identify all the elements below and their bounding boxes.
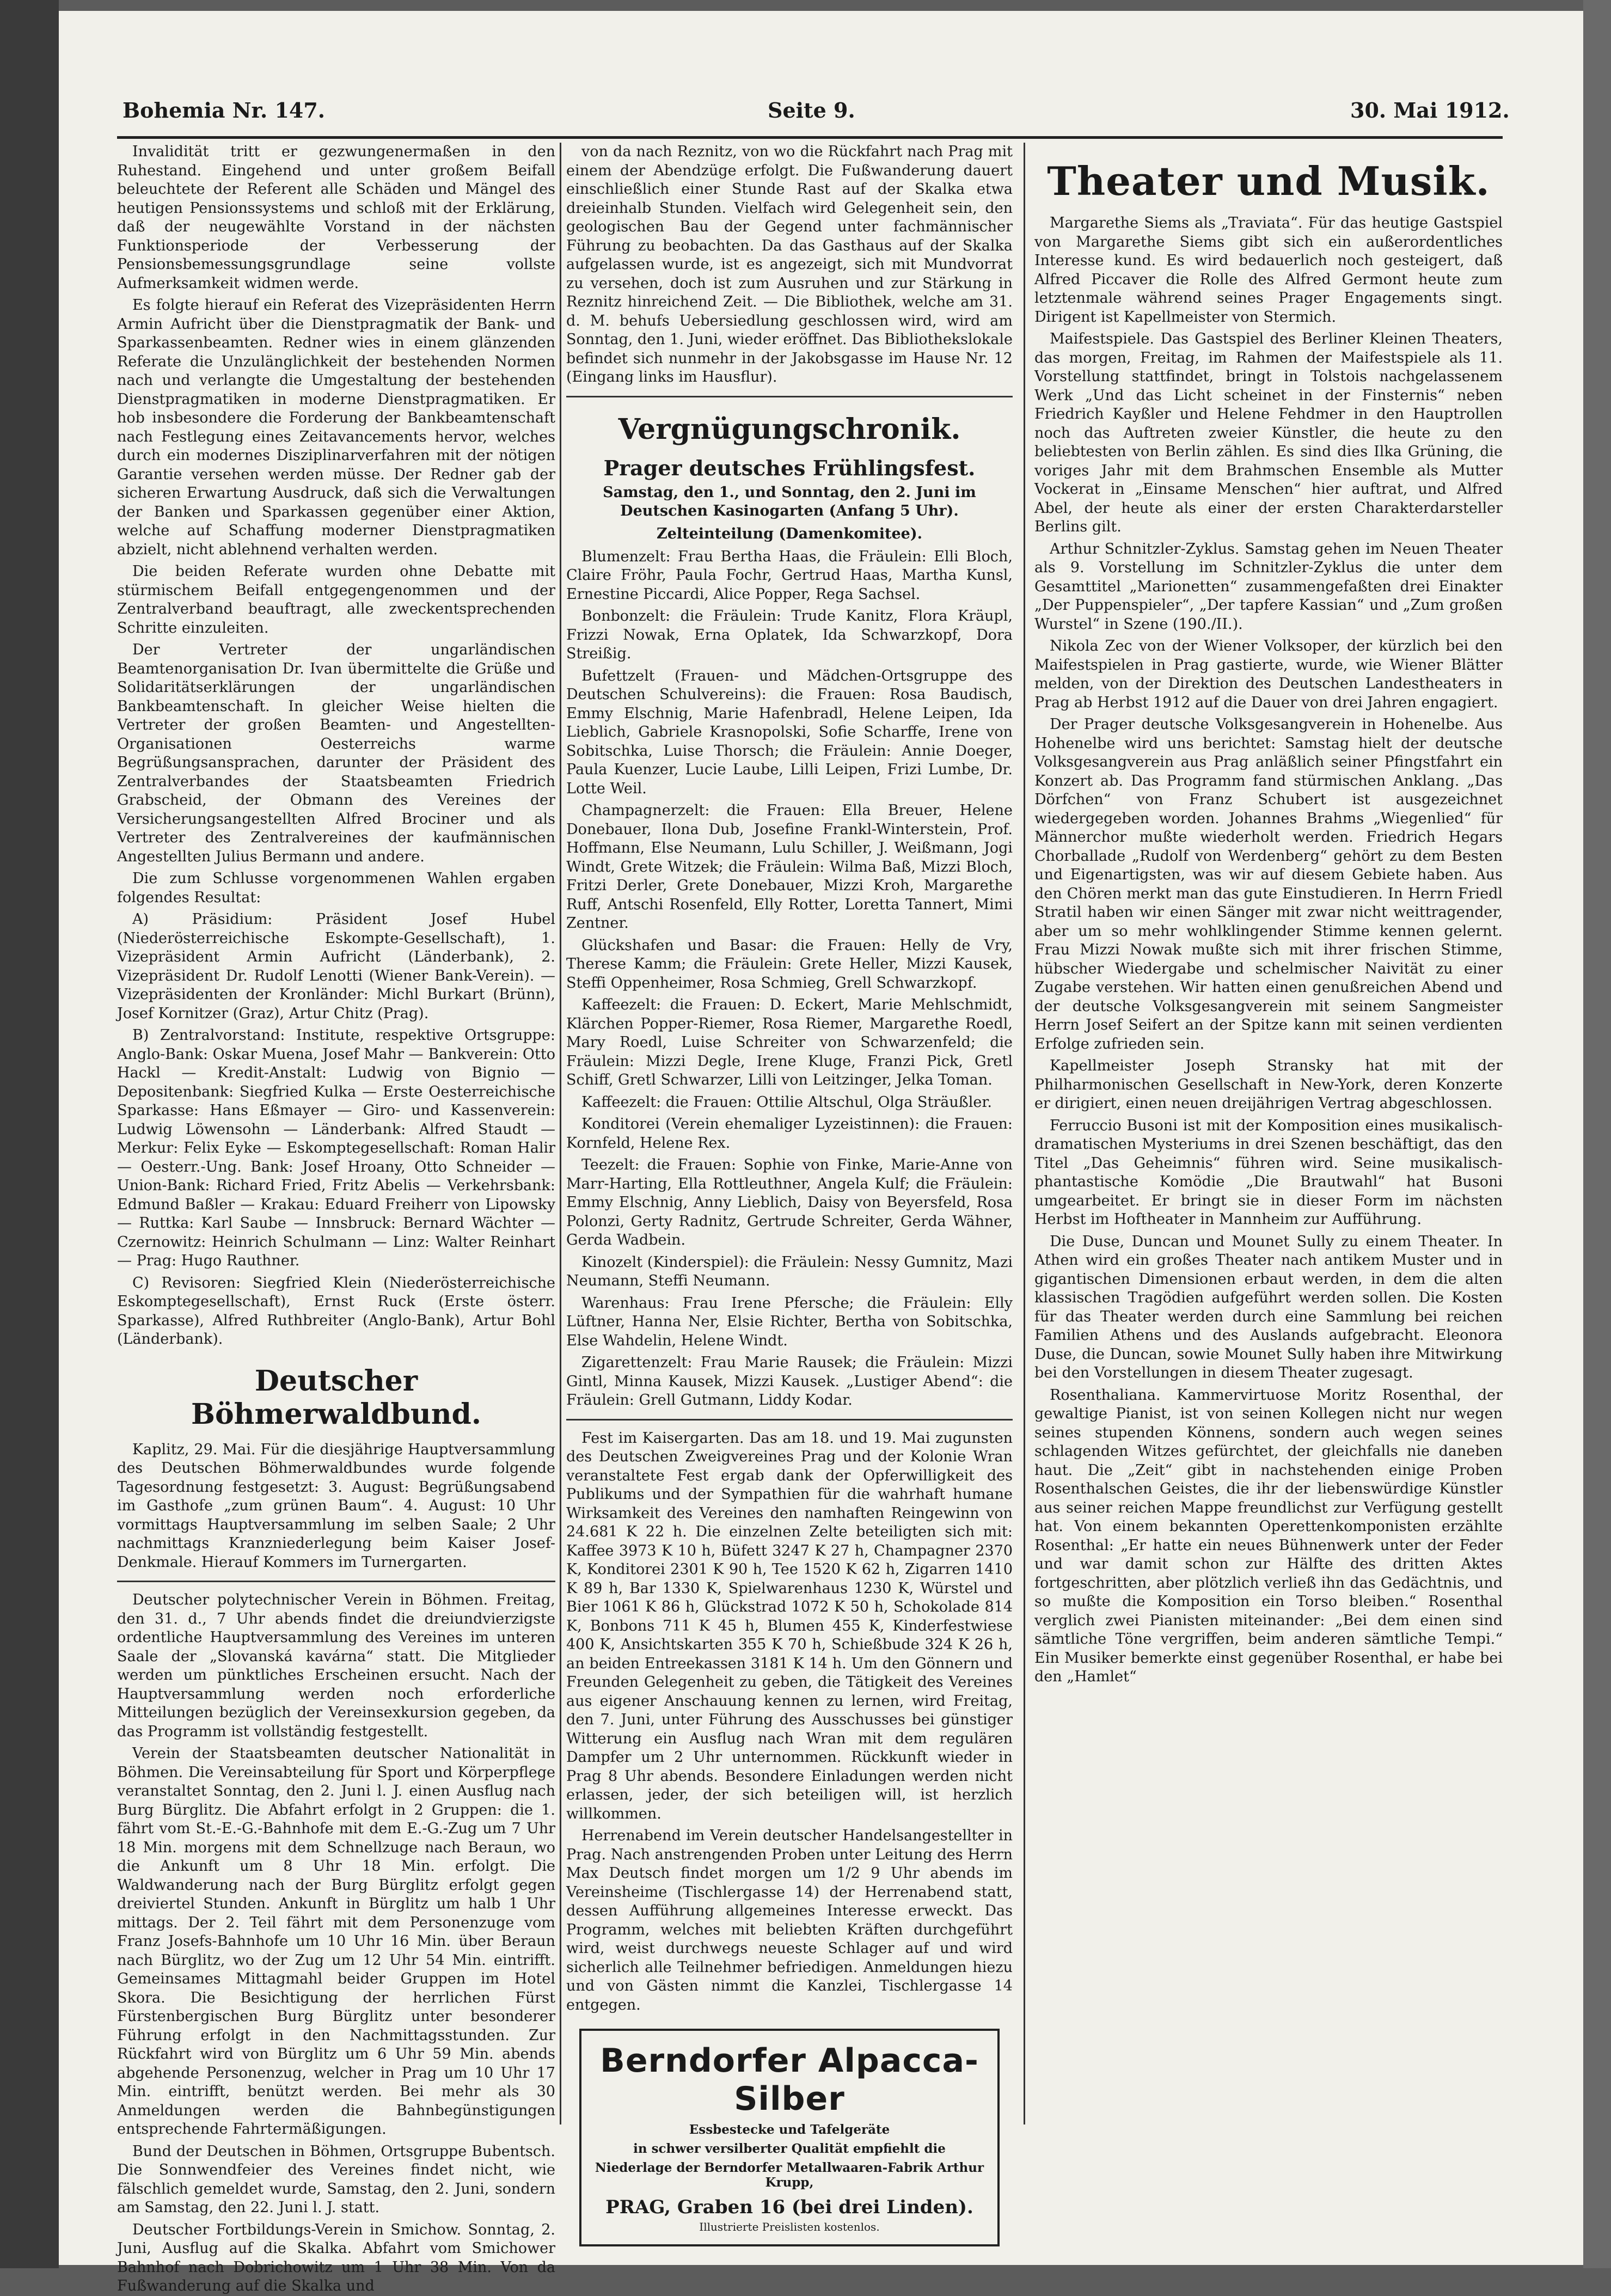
article-paragraph: Kapellmeister Joseph Stransky hat mit der Philharmonischen Gesellschaft in New-York, deren Konzerte er dirigiert, einen neuen dreijährigen Vertrag abgeschlossen. xyxy=(1034,1057,1503,1112)
ad-address: PRAG, Graben 16 (bei drei Linden). xyxy=(605,2196,973,2218)
section-heading: Vergnügungschronik. xyxy=(618,412,961,446)
event-subline: Zelteinteilung (Damenkomitee). xyxy=(657,525,922,542)
list-paragraph: Bonbonzelt: die Fräulein: Trude Kanitz, Flora Kräupl, Frizzi Nowak, Erna Oplatek, Ida Schwarzkopf, Dora Streißig. xyxy=(566,608,1013,662)
scan-right-edge xyxy=(1583,0,1611,2268)
section-heading: Theater und Musik. xyxy=(1047,158,1490,204)
list-paragraph: Blumenzelt: Frau Bertha Haas, die Fräulein: Elli Bloch, Claire Fröhr, Paula Fochr, Gertrud Haas, Martha Kunsl, Ernestine Piccardi, Alice Popper, Rega Sachsel. xyxy=(566,548,1013,603)
list-paragraph: Kaffeezelt: die Frauen: Ottilie Altschul, Olga Sträußler. xyxy=(581,1093,992,1111)
header-date: 30. Mai 1912. xyxy=(1350,98,1510,123)
column-rule xyxy=(1024,143,1025,2124)
list-paragraph: Warenhaus: Frau Irene Pfersche; die Fräulein: Elly Lüftner, Hanna Ner, Elsie Richter, Bertha von Sobitschka, Else Wahdelin, Helene Windt. xyxy=(566,1294,1013,1349)
ad-line: Essbestecke und Tafelgeräte xyxy=(689,2122,890,2137)
ad-title: Berndorfer Alpacca-Silber xyxy=(600,2042,979,2118)
article-paragraph: Deutscher Fortbildungs-Verein in Smichow. Sonntag, 2. Juni, Ausflug auf die Skalka. Abfahrt vom Smichower Bahnhof nach Dobrichowitz um 1 Uhr 38 Min. Von da Fußwanderung auf die Skalka und xyxy=(117,2221,555,2294)
list-paragraph: Zigarettenzelt: Frau Marie Rausek; die Fräulein: Mizzi Gintl, Minna Kausek, Mizzi Kausek. „Lustiger Abend“: die Fräulein: Grell Gutmann, Liddy Kodar. xyxy=(566,1354,1013,1409)
column-rule xyxy=(560,143,561,2124)
article-paragraph: Fest im Kaisergarten. Das am 18. und 19. Mai zugunsten des Deutschen Zweigvereines Prag und der Kolonie Wran veranstaltete Fest ergab dank der Opferwilligkeit des Publikums und der Sympathien für die wahrhaft humane Wirksamkeit des Vereines den namhaften Reingewinn von 24.681 K 22 h. Die einzelnen Zelte beteiligten sich mit: Kaffee 3973 K 10 h, Büfett 3247 K 27 h, Champagner 2370 K, Konditorei 2301 K 90 h, Tee 1520 K 62 h, Zigarren 1410 K 89 h, Bar 1330 K, Spielwarenhaus 1230 K, Würstel und Bier 1061 K 86 h, Glückstrad 1072 K 50 h, Schokolade 814 K, Bonbons 711 K 45 h, Blumen 455 K, Kinderfestwiese 400 K, Ansichtskarten 355 K 70 h, Schießbude 324 K 26 h, an beiden Entreekassen 3181 K 14 h. Um den Gönnern und Freunden Gelegenheit zu geben, die Tätigkeit des Vereines aus eigener Anschauung kennen zu lernen, wird Freitag, den 7. Juni, unter Führung des Ausschusses bei günstiger Witterung ein Ausflug nach Wran mit dem regulären Dampfer um 2 Uhr unternommen. Rückkunft wieder in Prag 8 Uhr abends. Besondere Einladungen werden nicht erlassen, jeder, der sich beteiligen will, ist herzlich willkommen. xyxy=(566,1429,1013,1822)
article-paragraph: Deutscher polytechnischer Verein in Böhmen. Freitag, den 31. d., 7 Uhr abends findet die dreiundvierzigste ordentliche Hauptversammlung des Vereines im unteren Saale der „Slovanská kavárna“ statt. Die Mitglieder werden um pünktliches Erscheinen ersucht. Nach der Hauptversammlung werden noch erforderliche Mitteilungen bezüglich der Vereinsexkursion gegeben, da das Programm ist vollständig festgestellt. xyxy=(117,1591,555,1740)
article-paragraph: Maifestspiele. Das Gastspiel des Berliner Kleinen Theaters, das morgen, Freitag, im Rahmen der Maifestspiele als 11. Vorstellung stattfindet, bringt in Tolstois nachgelassenem Werk „Und das Licht scheinet in der Finsternis“ neben Friedrich Kayßler und Helene Fehdmer in den Hauptrollen noch das Auftreten zweier Künstler, die heute zu den beliebtesten von Berlin zählen. Es sind dies Ilka Grüning, die voriges Jahr mit dem Brahmschen Ensemble als Mutter Vockerat in „Einsame Menschen“ hier auftrat, und Alfred Abel, der heute als einer der ersten Charakterdarsteller Berlins gilt. xyxy=(1034,330,1503,535)
article-paragraph: Margarethe Siems als „Traviata“. Für das heutige Gastspiel von Margarethe Siems gibt sich ein außerordentliches Interesse kund. Es wird bedauerlich noch gesteigert, daß Alfred Piccaver die Rolle des Alfred Germont heute zum letztenmale während seines Prager Engagements singt. Dirigent ist Kapellmeister von Stermich. xyxy=(1034,215,1503,326)
column-1 xyxy=(117,143,555,2294)
article-paragraph: Ferruccio Busoni ist mit der Komposition eines musikalisch-dramatischen Mysteriums in drei Szenen beschäftigt, das den Titel „Das Geheimnis“ führen wird. Seine musikalisch-phantastische Komödie „Die Brautwahl“ hat Busoni umgearbeitet. Er bringt sie in dieser Form im nächsten Herbst im Hoftheater in Mannheim zur Aufführung. xyxy=(1034,1117,1503,1228)
header-rule xyxy=(117,136,1503,139)
divider xyxy=(566,396,1013,397)
article-paragraph: Der Vertreter der ungarländischen Beamtenorganisation Dr. Ivan übermittelte die Grüße und Solidaritätserklärungen der ungarländischen Bankbeamtenschaft. In gleicher Weise hielten die Vertreter der großen Beamten- und Angestellten-Organisationen Oesterreichs warme Begrüßungsansprachen, darunter der Präsident des Zentralverbandes der Staatsbeamten Friedrich Grabscheid, der Obmann des Vereines der Versicherungsangestellten Alfred Brociner und als Vertreter des Zentralvereines der kaufmännischen Angestellten Julius Bermann und andere. xyxy=(117,641,555,865)
list-paragraph: Champagnerzelt: die Frauen: Ella Breuer, Helene Donebauer, Ilona Dub, Josefine Frankl-Winterstein, Prof. Hoffmann, Else Neumann, Lulu Schiller, J. Weißmann, Jogi Windt, Grete Witzek; die Fräulein: Wilma Baß, Mizzi Bloch, Fritzi Derler, Grete Donebauer, Mizzi Kroh, Margarethe Ruff, Antschi Rosenfeld, Elly Rotter, Loretta Tannert, Mimi Zentner. xyxy=(566,802,1013,932)
column-3 xyxy=(1034,143,1503,2124)
list-paragraph: Bufettzelt (Frauen- und Mädchen-Ortsgruppe des Deutschen Schulvereins): die Frauen: Rosa Baudisch, Emmy Elschnig, Marie Hafenbradl, Helene Leipen, Ida Lieblich, Gabriele Krasnopolski, Sofie Scharffe, Irene von Sobitschka, Luise Thorsch; die Fräulein: Annie Doeger, Paula Kuenzer, Lucie Laube, Lilli Leipen, Frizi Lumbe, Dr. Lotte Weil. xyxy=(566,667,1013,797)
article-paragraph: Herrenabend im Verein deutscher Handelsangestellter in Prag. Nach anstrengenden Proben unter Leitung des Herrn Max Deutsch findet morgen um 1/2 9 Uhr abends im Vereinsheime (Tischlergasse 14) der Herrenabend statt, dessen Aufführung allgemeines Interesse erweckt. Das Programm, welches mit beliebten Kräften durchgeführt wird, weist durchwegs neueste Schlager auf und wird sicherlich alle Teilnehmer befriedigen. Anmeldungen hiezu und von Gästen nimmt die Kanzlei, Tischlergasse 14 entgegen. xyxy=(566,1827,1013,2013)
list-paragraph: Konditorei (Verein ehemaliger Lyzeistinnen): die Frauen: Kornfeld, Helene Rex. xyxy=(566,1116,1013,1152)
divider xyxy=(566,1419,1013,1421)
article-paragraph: Kaplitz, 29. Mai. Für die diesjährige Hauptversammlung des Deutschen Böhmerwaldbundes wurde folgende Tagesordnung festgesetzt: 3. August: Begrüßungsabend im Gasthofe „zum grünen Baum“. 4. August: 10 Uhr vormittags Hauptversammlung im selben Saale; 2 Uhr nachmittags Kranzniederlegung beim Kaiser Josef-Denkmale. Hierauf Kommers im Turnergarten. xyxy=(117,1441,555,1571)
article-paragraph: Arthur Schnitzler-Zyklus. Samstag gehen im Neuen Theater als 9. Vorstellung im Schnitzler-Zyklus die unter dem Gesamttitel „Marionetten“ zusammengefaßten drei Einakter „Der Puppenspieler“, „Der tapfere Kassian“ und „Zum großen Wurstel“ in Szene (190./II.). xyxy=(1034,540,1503,633)
article-paragraph: Rosenthaliana. Kammervirtuose Moritz Rosenthal, der gewaltige Pianist, ist von seinen Kollegen nicht nur wegen seines stupenden Könnens, sondern auch wegen seines schlagenden Witzes gefürchtet, der gleichfalls nie daneben haut. Die „Zeit“ gibt in nachstehenden einige Proben Rosenthalschen Geistes, die ihr der liebenswürdige Künstler aus seiner reichen Mappe freundlichst zur Verfügung gestellt hat. Von einem bekannten Operettenkomponisten erzählte Rosenthal: „Er hatte ein neues Bühnenwerk unter der Feder und war damit schon zur Hälfte des dritten Aktes fortgeschritten, aber plötzlich verließ ihn das Gedächtnis, und so mußte die Komposition ein Torso bleiben.“ Rosenthal verglich zwei Pianisten miteinander: „Bei dem einen sind sämtliche Töne vergriffen, beim anderen sämtliche Tempi.“ Ein Musiker bemerkte einst gegenüber Rosenthal, er habe bei den „Hamlet“ xyxy=(1034,1386,1503,1685)
list-paragraph: Kaffeezelt: die Frauen: D. Eckert, Marie Mehlschmidt, Klärchen Popper-Riemer, Rosa Riemer, Margarethe Roedl, Mary Roedl, Luise Schreiter von Schwarzenfeld; die Fräulein: Mizzi Degle, Irene Kluge, Franzi Pick, Gretl Schiff, Gretl Schwarzer, Lilli von Leitzinger, Jelka Toman. xyxy=(566,996,1013,1088)
ad-line: Niederlage der Berndorfer Metallwaaren-Fabrik Arthur Krupp, xyxy=(595,2160,984,2190)
article-paragraph: Bund der Deutschen in Böhmen, Ortsgruppe Bubentsch. Die Sonnwendfeier des Vereines findet nicht, wie fälschlich gemeldet wurde, Samstag, den 2. Juni, sondern am Samstag, den 22. Juni l. J. statt. xyxy=(117,2142,555,2216)
article-paragraph: Invalidität tritt er gezwungenermaßen in den Ruhestand. Eingehend und unter großem Beifall beleuchtete der Referent alle Schäden und Mängel des heutigen Pensionssystems und schloß mit der Erklärung, daß der neugewählte Vorstand in der nächsten Funktionsperiode der Verbesserung der Pensionsbemessungsgrundlage seine vollste Aufmerksamkeit widmen werde. xyxy=(117,143,555,292)
header-issue: Bohemia Nr. 147. xyxy=(122,98,326,123)
article-paragraph: Die zum Schlusse vorgenommenen Wahlen ergaben folgendes Resultat: xyxy=(117,870,555,906)
event-title: Prager deutsches Frühlingsfest. xyxy=(603,455,976,480)
article-paragraph: Es folgte hierauf ein Referat des Vizepräsidenten Herrn Armin Aufricht über die Dienstpragmatik der Bank- und Sparkassenbeamten. Redner wies in einem glänzenden Referate die Unzulänglichkeit der bestehenden Normen nach und verlangte die Umgestaltung der bestehenden Dienstpragmatiken in moderne Dienstpragmatiken. Er hob insbesondere die Forderung der Bankbeamtenschaft nach Festlegung eines Zeitavancements hervor, welches durch ein modernes Disziplinarverfahren mit der nötigen Garantie versehen werden müsse. Der Redner gab der sicheren Erwartung Ausdruck, daß sich die Verwaltungen der Banken und Sparkassen gegenüber einer Aktion, welche auf Schaffung moderner Dienstpragmatiken abzielt, nicht ablehnend verhalten werden. xyxy=(117,297,555,558)
ad-note: Illustrierte Preislisten kostenlos. xyxy=(699,2220,880,2233)
event-subline: Samstag, den 1., und Sonntag, den 2. Juni im Deutschen Kasinogarten (Anfang 5 Uhr). xyxy=(603,483,976,519)
article-paragraph: Nikola Zec von der Wiener Volksoper, der kürzlich bei den Maifestspielen in Prag gastierte, wurde, wie Wiener Blätter melden, von der Direktion des Deutschen Landestheaters in Prag ab Herbst 1912 auf die Dauer von drei Jahren engagiert. xyxy=(1034,638,1503,711)
column-2 xyxy=(566,143,1013,2233)
article-paragraph: von da nach Reznitz, von wo die Rückfahrt nach Prag mit einem der Abendzüge erfolgt. Die Fußwanderung dauert einschließlich einer Stunde Rast auf der Skalka etwa dreieinhalb Stunden. Vielfach wird Gelegenheit sein, den geologischen Bau der Gegend unter fachmännischer Führung zu beobachten. Da das Gasthaus auf der Skalka aufgelassen wurde, ist es angezeigt, sich mit Mundvorrat zu versehen, doch ist zum Ausruhen und zur Stärkung in Reznitz hinreichend Zeit. — Die Bibliothek, welche am 31. d. M. behufs Uebersiedlung geschlossen wird, wird am Sonntag, den 1. Juni, wieder eröffnet. Das Bibliothekslokale befindet sich nunmehr in der Jakobsgasse im Hause Nr. 12 (Eingang links im Hausflur). xyxy=(566,143,1013,385)
list-paragraph: Teezelt: die Frauen: Sophie von Finke, Marie-Anne von Marr-Harting, Ella Rottleuthner, Angela Kulf; die Fräulein: Emmy Elschnig, Anny Lieblich, Daisy von Beyersfeld, Rosa Polonzi, Gerty Radnitz, Gertrude Schreiter, Gerda Wähner, Gerda Wadbein. xyxy=(566,1156,1013,1248)
section-heading: Deutscher Böhmerwaldbund. xyxy=(191,1364,481,1431)
article-paragraph: Der Prager deutsche Volksgesangverein in Hohenelbe. Aus Hohenelbe wird uns berichtet: Samstag hielt der deutsche Volksgesangverein aus Prag anläßlich seiner Pfingstfahrt ein Konzert ab. Das Programm fand stürmischen Anklang. „Das Dörfchen“ von Franz Schubert ist ausgezeichnet wiedergegeben worden. Johannes Brahms „Wiegenlied“ für Männerchor mußte wiederholt werden. Friedrich Hegars Chorballade „Rudolf von Werdenberg“ gehört zu dem Besten und Eigenartigsten, was wir auf diesem Gebiete haben. Aus den Chören merkt man das gute Einstudieren. In Herrn Friedl Stratil haben wir einen Sänger mit zwar nicht weittragender, aber um so mehr wohlklingender Stimme kennen gelernt. Frau Mizzi Nowak mußte sich mit ihrer frischen Stimme, hübscher Wiedergabe und schelmischer Naivität zu einer Zugabe verstehen. Wir hatten einen genußreichen Abend und der deutsche Volksgesangverein mit seinem Sangmeister Herrn Josef Seifert an der Spitze kann mit seinen verdienten Erfolge zufrieden sein. xyxy=(1034,716,1503,1052)
advertisement-box xyxy=(579,2029,1000,2246)
ad-line: in schwer versilberter Qualität empfiehlt die xyxy=(633,2141,946,2156)
article-paragraph: Verein der Staatsbeamten deutscher Nationalität in Böhmen. Die Vereinsabteilung für Sport und Körperpflege veranstaltet Sonntag, den 2. Juni l. J. einen Ausflug nach Burg Bürglitz. Die Abfahrt erfolgt in 2 Gruppen: die 1. fährt vom St.-E.-G.-Bahnhofe mit dem E.-G.-Zug um 7 Uhr 18 Min. morgens mit dem Schnellzuge nach Beraun, wo die Ankunft um 8 Uhr 18 Min. erfolgt. Die Waldwanderung nach der Burg Bürglitz erfolgt gegen dreiviertel Stunden. Ankunft in Bürglitz um halb 1 Uhr mittags. Der 2. Teil fährt mit dem Personenzuge vom Franz Josefs-Bahnhofe um 10 Uhr 16 Min. über Beraun nach Bürglitz, wo der Zug um 12 Uhr 54 Min. eintrifft. Gemeinsames Mittagmahl beider Gruppen im Hotel Skora. Die Besichtigung der herrlichen Fürst Fürstenbergischen Burg Bürglitz unter besonderer Führung erfolgt in den Nachmittagsstunden. Zur Rückfahrt wird von Bürglitz um 6 Uhr 59 Min. abends abgehende Personenzug, welcher in Prag um 10 Uhr 17 Min. eintrifft, benützt werden. Bei mehr als 30 Anmeldungen werden die Bahnbegünstigungen entsprechende Fahrtermäßigungen. xyxy=(117,1745,555,2138)
article-paragraph: Die Duse, Duncan und Mounet Sully zu einem Theater. In Athen wird ein großes Theater nach antikem Muster und in gigantischen Dimensionen erbaut werden, in dem die alten klassischen Tragödien aufgeführt werden sollen. Die Kosten für das Theater werden durch eine Sammlung bei reichen Familien Athens und des Auslands aufgebracht. Eleonora Duse, die Duncan, sowie Mounet Sully haben ihre Mitwirkung bei den Vorstellungen in diesem Theater zugesagt. xyxy=(1034,1233,1503,1381)
article-paragraph: Die beiden Referate wurden ohne Debatte mit stürmischem Beifall entgegengenommen und der Zentralverband beauftragt, alle zweckentsprechenden Schritte einzuleiten. xyxy=(117,563,555,636)
divider xyxy=(117,1581,555,1582)
header-page-number: Seite 9. xyxy=(768,98,855,123)
scan-left-edge xyxy=(0,0,59,2268)
list-paragraph: Glückshafen und Basar: die Frauen: Helly de Vry, Therese Kamm; die Fräulein: Grete Heller, Mizzi Kausek, Steffi Oppenheimer, Rosa Schmieg, Grell Schwarzkopf. xyxy=(566,936,1013,991)
list-paragraph: Kinozelt (Kinderspiel): die Fräulein: Nessy Gumnitz, Mazi Neumann, Steffi Neumann. xyxy=(566,1253,1013,1289)
article-paragraph: B) Zentralvorstand: Institute, respektive Ortsgruppe: Anglo-Bank: Oskar Muena, Josef Mahr — Bankverein: Otto Hackl — Kredit-Anstalt: Ludwig von Bignio — Depositenbank: Siegfried Kulka — Erste Oesterreichische Sparkasse: Hans Eßmayer — Giro- und Kassenverein: Ludwig Löwensohn — Länderbank: Alfred Staudt — Merkur: Felix Eyke — Eskomptegesellschaft: Roman Halir — Oesterr.-Ung. Bank: Josef Hroany, Otto Schneider — Union-Bank: Richard Fried, Fritz Abelis — Verkehrsbank: Edmund Baßler — Krakau: Eduard Freiherr von Lipowsky — Ruttka: Karl Saube — Innsbruck: Bernard Wächter — Czernowitz: Heinrich Schulmann — Linz: Walter Reinhart — Prag: Hugo Rauthner. xyxy=(117,1027,555,1269)
article-paragraph: C) Revisoren: Siegfried Klein (Niederösterreichische Eskomptegesellschaft), Ernst Ruck (Erste österr. Sparkasse), Alfred Ruthbreiter (Anglo-Bank), Artur Bohl (Länderbank). xyxy=(117,1274,555,1348)
article-paragraph: A) Präsidium: Präsident Josef Hubel (Niederösterreichische Eskompte-Gesellschaft), 1. Vizepräsident Armin Aufricht (Länderbank), 2. Vizepräsident Dr. Rudolf Lenotti (Wiener Bank-Verein). — Vizepräsidenten der Kronländer: Michl Burkart (Brünn), Josef Kornitzer (Graz), Artur Chitz (Prag). xyxy=(117,911,555,1022)
